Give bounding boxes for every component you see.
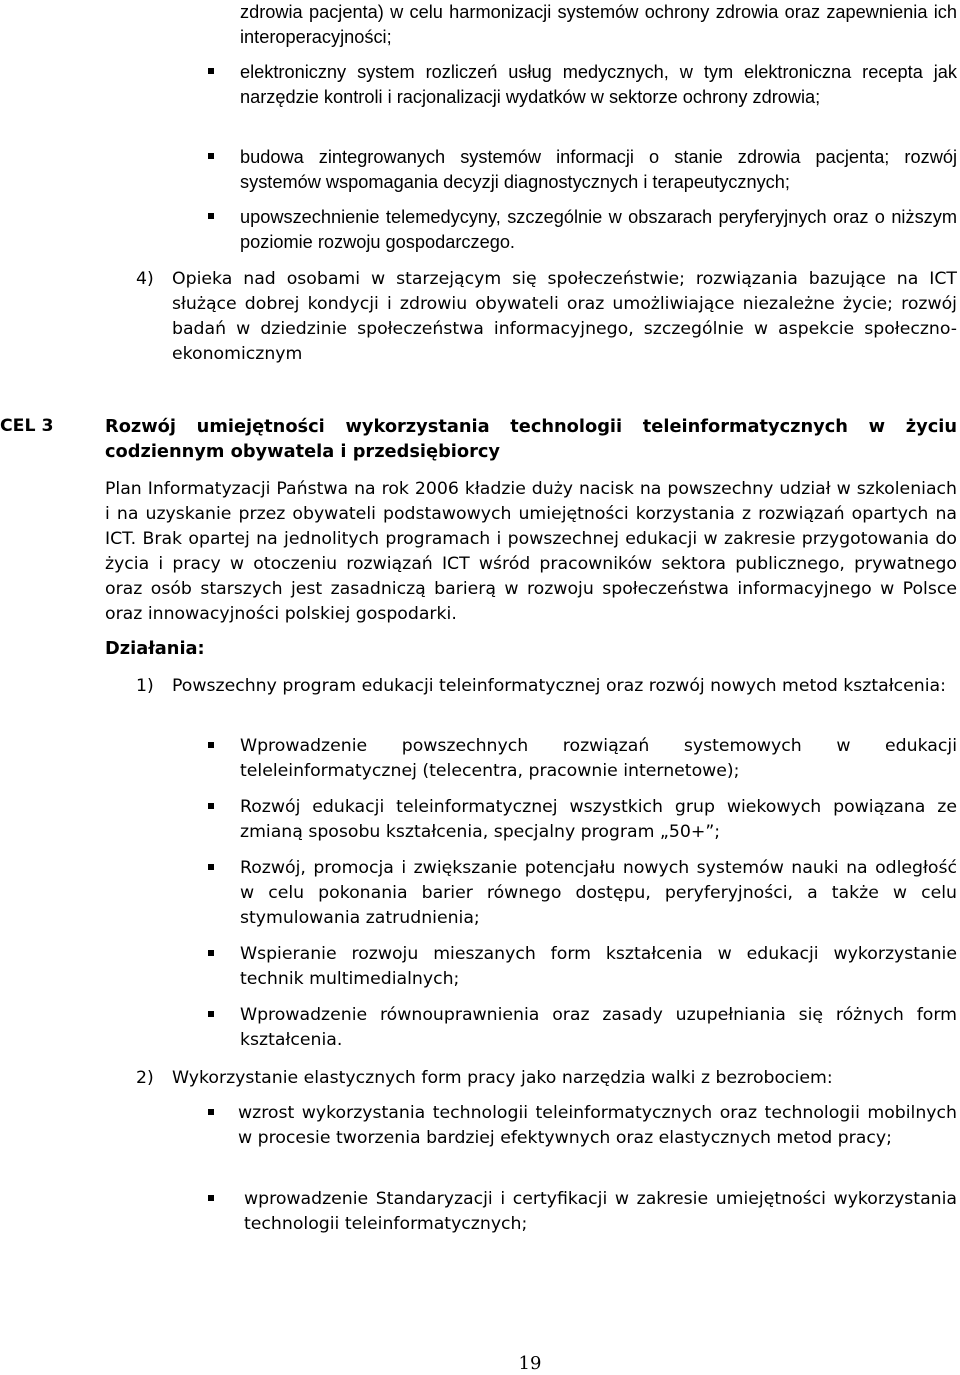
point-4-text: Opieka nad osobami w starzejącym się społeczeństwie; rozwiązania bazujące na ICT służące dobrej kondycji i zdrowiu obywateli oraz umożliwiające niezależne życie; rozwój badań w dziedzinie społeczeństwa informacyjnego, szczególnie w aspekcie społeczno-ekonomicznym — [172, 269, 957, 364]
action-1-item: Wprowadzenie równouprawnienia oraz zasady uzupełniania się różnych form kształcenia. — [240, 1005, 957, 1050]
action-1-item: Rozwój edukacji teleinformatycznej wszystkich grup wiekowych powiązana ze zmianą sposobu kształcenia, specjalny program „50+”; — [240, 797, 957, 842]
action-1-item: Wprowadzenie powszechnych rozwiązań systemowych w edukacji teleleinformatycznej (telecentra, pracownie internetowe); — [240, 736, 957, 781]
bullet-square-icon — [208, 1109, 214, 1115]
list-number: 1) — [136, 676, 154, 696]
bullet-square-icon — [208, 742, 214, 748]
bullet-item-telemedicine: upowszechnienie telemedycyny, szczególnie w obszarach peryferyjnych oraz o niższym poziomie rozwoju gospodarczego. — [240, 207, 957, 252]
bullet-square-icon — [208, 864, 214, 870]
action-2-title: Wykorzystanie elastycznych form pracy jako narzędzia walki z bezrobociem: — [172, 1068, 833, 1088]
list-number: 2) — [136, 1068, 154, 1088]
bullet-square-icon — [208, 68, 214, 74]
bullet-square-icon — [208, 950, 214, 956]
action-1-title: Powszechny program edukacji teleinformatycznej oraz rozwój nowych metod kształcenia: — [172, 676, 946, 696]
goal-paragraph: Plan Informatyzacji Państwa na rok 2006 kładzie duży nacisk na powszechny udział w szkoleniach i na uzyskanie przez obywateli podstawowych umiejętności korzystania z rozwiązań opartych na ICT. Brak opartej na jednolitych programach i powszechnej edukacji w zakresie przygotowania do życia i pracy w otoczeniu rozwiązań ICT wśród pracowników sektora publicznego, prywatnego oraz osób starszych jest zasadniczą barierą w rozwoju społeczeństwa informacyjnego w Polsce oraz innowacyjności polskiej gospodarki. — [105, 479, 957, 624]
bullet-text-continuation: zdrowia pacjenta) w celu harmonizacji systemów ochrony zdrowia oraz zapewnienia ich interoperacyjności; — [240, 2, 957, 47]
action-2-item: wzrost wykorzystania technologii teleinformatycznych oraz technologii mobilnych w procesie tworzenia bardziej efektywnych oraz elastycznych metod pracy; — [238, 1103, 957, 1148]
goal-heading: Rozwój umiejętności wykorzystania technologii teleinformatycznych w życiu codziennym obywatela i przedsiębiorcy — [105, 416, 957, 462]
list-number: 4) — [136, 269, 154, 289]
bullet-item-e-billing: elektroniczny system rozliczeń usług medycznych, w tym elektroniczna recepta jak narzędzie kontroli i racjonalizacji wydatków w sektorze ochrony zdrowia; — [240, 62, 957, 107]
goal-label: CEL 3 — [0, 416, 54, 436]
actions-heading: Działania: — [105, 638, 205, 659]
bullet-square-icon — [208, 1195, 214, 1201]
bullet-square-icon — [208, 213, 214, 219]
bullet-square-icon — [208, 803, 214, 809]
action-1-item: Rozwój, promocja i zwiększanie potencjału nowych systemów nauki na odległość w celu pokonania barier równego dostępu, peryferyjności, a także w celu stymulowania zatrudnienia; — [240, 858, 957, 928]
bullet-square-icon — [208, 153, 214, 159]
page-number: 19 — [518, 1353, 542, 1374]
action-2-item: wprowadzenie Standaryzacji i certyfikacji w zakresie umiejętności wykorzystania technologii teleinformatycznych; — [244, 1189, 957, 1234]
bullet-square-icon — [208, 1011, 214, 1017]
bullet-item-health-info-systems: budowa zintegrowanych systemów informacji o stanie zdrowia pacjenta; rozwój systemów wspomagania decyzji diagnostycznych i terapeutycznych; — [240, 147, 957, 192]
action-1-item: Wspieranie rozwoju mieszanych form kształcenia w edukacji wykorzystanie technik multimedialnych; — [240, 944, 957, 989]
